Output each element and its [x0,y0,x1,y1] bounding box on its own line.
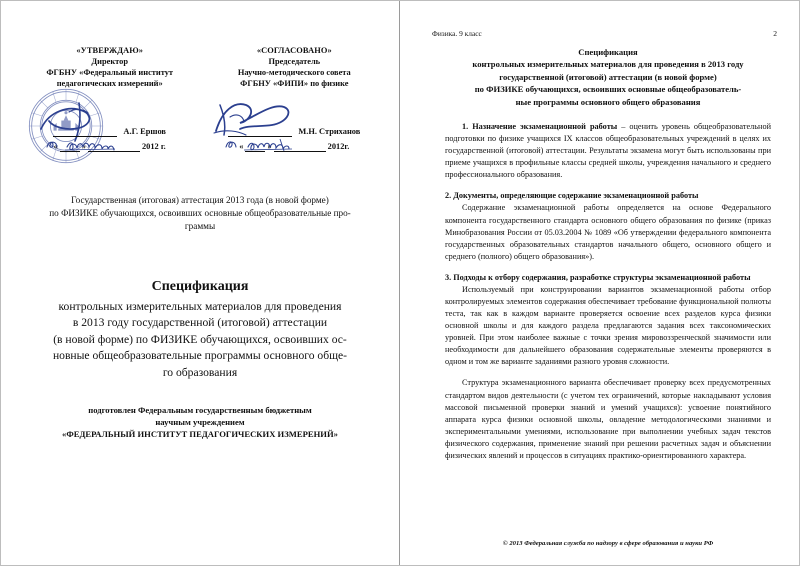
approval-heading: «УТВЕРЖДАЮ» [76,46,144,55]
section-3-body-2: Структура экзаменационного варианта обеспечивает проверку всех предусмотренных стандартом видов деятельности (с учетом тех ограничений, которые накладывают условия массовой письменной проверки знаний и умений учащихся): усвоение понятийного аппарата курса физики основной школы, овладение методологическими знаниями и экспериментальными умениями, использование при выполнении учебных задач текстов физического содержания, применение знаний при решении расчетных задач и объяснении физических явлений и процессов в ситуациях практико-ориентированного характера. [445,378,771,460]
prepared-by-line-2: научным учреждением [155,417,245,428]
specification-title: Спецификация [151,279,249,294]
section-1-heading: 1. Назначение экзаменационной работы [462,122,618,131]
right-title-line-1: Спецификация [578,47,638,57]
date-day-rule [245,142,265,152]
date-month-rule [274,142,326,152]
signature-date-row [206,141,383,152]
prepared-by-line-3: «ФЕДЕРАЛЬНЫЙ ИНСТИТУТ ПЕДАГОГИЧЕСКИХ ИЗМЕРЕНИЙ» [62,429,338,440]
signature-name-row [206,126,383,137]
specification-subtitle-2: в 2013 году государственной (итоговой) аттестации [72,316,328,330]
approval-role-line3: педагогических измерений» [56,79,163,89]
page-right [401,1,799,565]
section-2-body: Содержание экзаменационной работы определяется на основе Федерального компонента государственного стандарта основного общего образования по физике (приказ Минобразования России от 05.03.2004 № 1089 «Об утверждении федерального компонента государственных образовательных стандартов начального общего, основного общего и среднего (полного) общего образования»). [445,203,771,261]
date-year: 2012 г. [141,142,166,152]
right-title-line-5: ные программы основного общего образования [515,96,701,107]
right-page-body [445,121,771,471]
section-3-body: Используемый при конструировании вариантов экзаменационной работы отбор контролируемых элементов содержания обеспечивает требование функциональной полноты теста, так как в каждом варианте проверяется освоение всех разделов курса физики основной школы и для каждого раздела предлагаются задания всех таксономических уровней. При этом наиболее важные с точки зрения мировоззренческой значимости или необходимости для дальнейшего образования содержательные элементы проверяются в одном и том же варианте заданиями разного уровня сложности. [445,284,771,367]
signature-rule [228,127,292,137]
specification-subtitle-1: контрольных измерительных материалов для проведения [58,300,342,313]
section-3-heading: 3. Подходы к отбору содержания, разработке структуры экзаменационной работы [445,272,751,282]
approval-column-utverzhdayu [21,45,198,153]
approval-column-soglasovano [206,45,383,153]
approval-heading: «СОГЛАСОВАНО» [256,46,332,55]
signature-rule [53,127,117,137]
specification-subtitle-5: го образования [162,365,238,379]
approval-role-line1: Председатель [268,57,321,67]
right-page-title [445,46,771,108]
page-left [1,1,400,565]
signature-area [21,91,198,153]
specification-subtitle-3: (в новой форме) по ФИЗИКЕ обучающихся, освоивших ос- [53,332,347,346]
approval-role-line2: ФГБНУ «Федеральный институт [46,68,174,78]
date-year: 2012г. [327,142,350,152]
right-title-line-4: по ФИЗИКЕ обучающихся, освоивших основные общеобразователь- [474,84,742,95]
section-1-body: – оценить уровень общеобразовательной подготовки по физике учащихся IX классов общеобразовательных учреждений в целях их государственной (итоговой) аттестации. Результаты экзамена могут быть использованы при приеме учащихся в профильные классы средней школы, учреждения начального и среднего профессионального образования. [445,122,771,180]
right-title-line-2: контрольных измерительных материалов для проведения в 2013 году [472,59,744,70]
approval-person: А.Г. Ершов [123,127,166,137]
approval-person: М.Н. Стриханов [298,127,361,137]
running-title: Физика. 9 класс [432,29,482,38]
running-header [432,29,777,38]
middle-line-1: Государственная (итоговая) аттестация 2013 года (в новой форме) [71,195,329,205]
left-middle-block [27,194,373,233]
page-footer: © 2013 Федеральная служба по надзору в сфере образования и науки РФ [502,540,714,547]
middle-line-2: по ФИЗИКЕ обучающихся, освоивших основные общеобразовательные про- [49,208,351,219]
date-close-quote: » [267,142,272,152]
date-month-rule [88,142,140,152]
section-2-heading: 2. Документы, определяющие содержание экзаменационной работы [445,191,699,201]
date-open-quote: « [53,142,58,152]
date-day-rule [60,142,80,152]
date-open-quote: « [239,142,244,152]
signature-area [206,91,383,153]
right-title-line-3: государственной (итоговой) аттестации (в новой форме) [499,71,717,82]
specification-subtitle-4: новные общеобразовательные программы основного обще- [52,349,348,363]
page-number: 2 [773,29,777,38]
signature-name-row [21,126,198,137]
approval-role-line3: ФГБНУ «ФИПИ» по физике [240,79,349,89]
specification-title-block [23,279,377,381]
prepared-by-line-1: подготовлен Федеральным государственным бюджетным [88,405,312,415]
prepared-by-block [23,404,377,441]
date-close-quote: » [81,142,86,152]
approval-role-line1: Директор [91,57,128,67]
approval-role-line2: Научно-методического совета [237,68,351,78]
section-1-paragraph [445,121,771,181]
middle-line-3: граммы [184,221,216,232]
signature-date-row [21,141,198,152]
approval-block [21,45,383,153]
